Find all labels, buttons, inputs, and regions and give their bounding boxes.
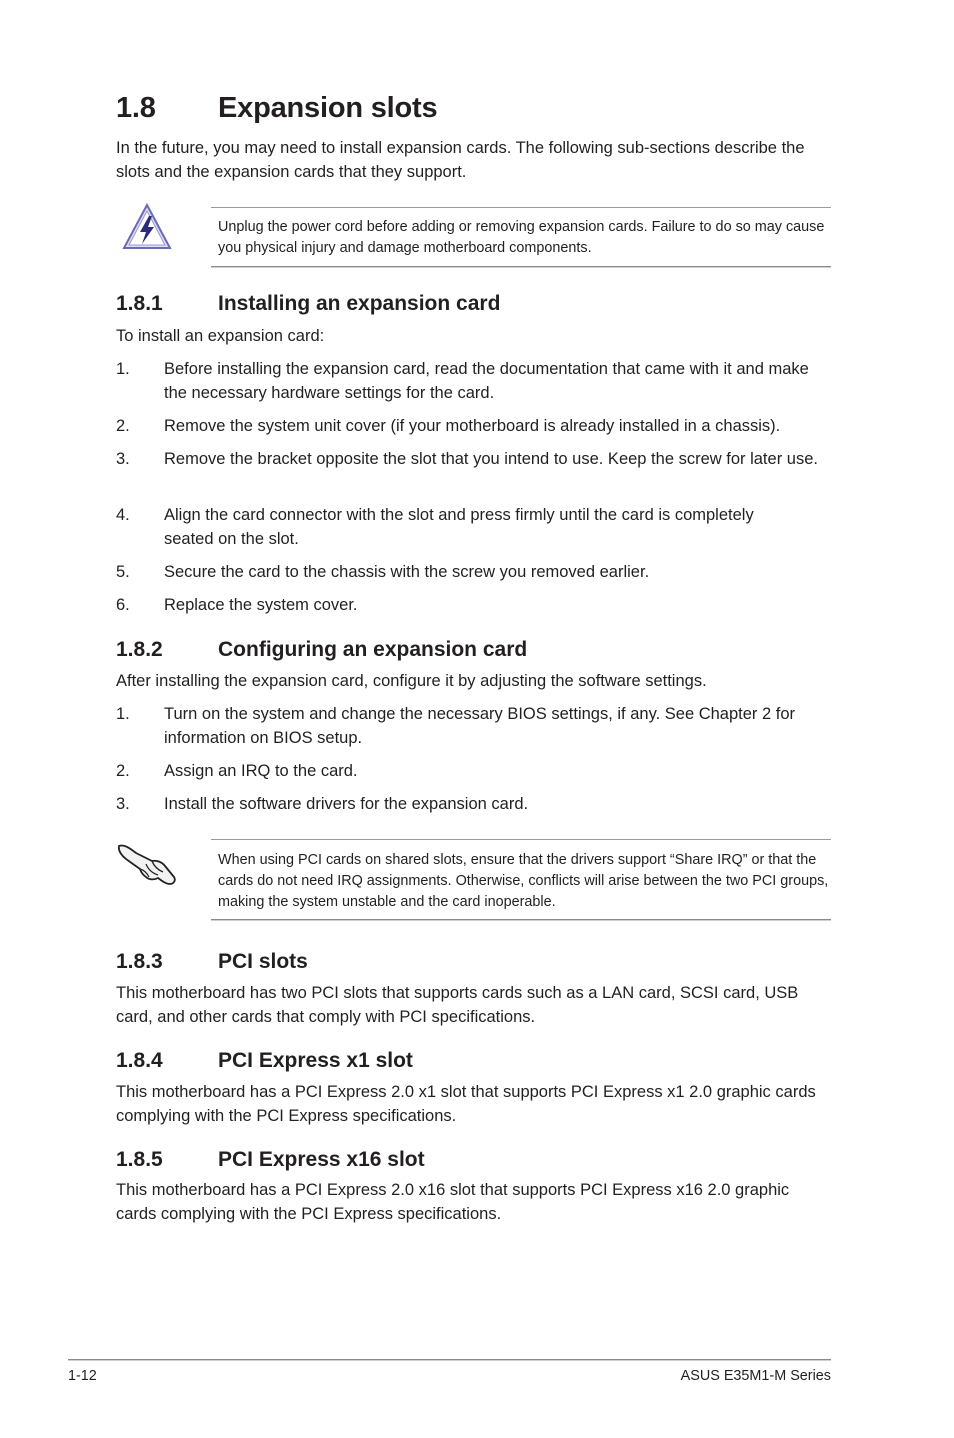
subsection-1-lead: To install an expansion card: (116, 327, 325, 345)
step-number: 5. (116, 563, 130, 581)
step-number: 1. (116, 705, 130, 723)
subsection-3-text: This motherboard has two PCI slots that supports cards such as a LAN card, SCSI card, USB card, and other cards that comply with PCI specifications. (116, 984, 799, 1026)
step-text: Remove the bracket opposite the slot that you intend to use. Keep the screw for later use. (164, 450, 818, 468)
subsection-2-title: Configuring an expansion card (218, 638, 528, 661)
subsection-3-title: PCI slots (218, 950, 308, 973)
step-number: 2. (116, 417, 130, 435)
step-text: Install the software drivers for the expansion card. (164, 795, 529, 813)
step-number: 2. (116, 762, 130, 780)
subsection-4-title: PCI Express x1 slot (218, 1049, 413, 1072)
step-text: Replace the system cover. (164, 596, 358, 614)
warning-top-rule (211, 207, 831, 208)
step-number: 1. (116, 360, 130, 378)
note-bottom-rule (211, 919, 831, 920)
note-top-rule (211, 839, 831, 840)
subsection-1-number: 1.8.1 (116, 292, 163, 315)
step-number: 3. (116, 450, 130, 468)
section-number: 1.8 (116, 92, 156, 124)
step-number: 4. (116, 506, 130, 524)
step-text: Remove the system unit cover (if your motherboard is already installed in a chassis). (164, 417, 781, 435)
subsection-4-text: This motherboard has a PCI Express 2.0 x1 slot that supports PCI Express x1 2.0 graphic cards complying with the PCI Express specifications. (116, 1083, 816, 1125)
footer-product-name: ASUS E35M1-M Series (680, 1368, 831, 1384)
subsection-5-number: 1.8.5 (116, 1148, 163, 1171)
step-text: Assign an IRQ to the card. (164, 762, 358, 780)
footer-page-number: 1-12 (68, 1368, 97, 1384)
footer-rule (68, 1359, 831, 1360)
step-text: Align the card connector with the slot and press firmly until the card is completely seated on the slot. (164, 506, 754, 548)
subsection-4-number: 1.8.4 (116, 1049, 163, 1072)
step-text: Secure the card to the chassis with the screw you removed earlier. (164, 563, 650, 581)
subsection-1-title: Installing an expansion card (218, 292, 501, 315)
warning-bottom-rule (211, 266, 831, 267)
warning-icon (121, 202, 175, 252)
warning-text: Unplug the power cord before adding or removing expansion cards. Failure to do so may cause you physical injury and damage motherboard components. (218, 219, 825, 256)
section-title: Expansion slots (218, 92, 438, 124)
step-number: 3. (116, 795, 130, 813)
subsection-2-lead: After installing the expansion card, configure it by adjusting the software settings. (116, 672, 707, 690)
step-number: 6. (116, 596, 130, 614)
step-text: Before installing the expansion card, read the documentation that came with it and make the necessary hardware settings for the card. (164, 360, 809, 402)
subsection-5-title: PCI Express x16 slot (218, 1148, 425, 1171)
subsection-5-text: This motherboard has a PCI Express 2.0 x16 slot that supports PCI Express x16 2.0 graphic cards complying with the PCI Express specifications. (116, 1181, 790, 1223)
note-text: When using PCI cards on shared slots, ensure that the drivers support “Share IRQ” or that the cards do not need IRQ assignments. Otherwise, conflicts will arise between the two PCI groups, making the system unstable and the card inoperable. (218, 852, 829, 910)
subsection-2-number: 1.8.2 (116, 638, 163, 661)
note-icon (116, 840, 178, 888)
subsection-3-number: 1.8.3 (116, 950, 163, 973)
intro-paragraph: In the future, you may need to install expansion cards. The following sub-sections describe the slots and the expansion cards that they support. (116, 139, 805, 181)
step-text: Turn on the system and change the necessary BIOS settings, if any. See Chapter 2 for information on BIOS setup. (164, 705, 796, 747)
